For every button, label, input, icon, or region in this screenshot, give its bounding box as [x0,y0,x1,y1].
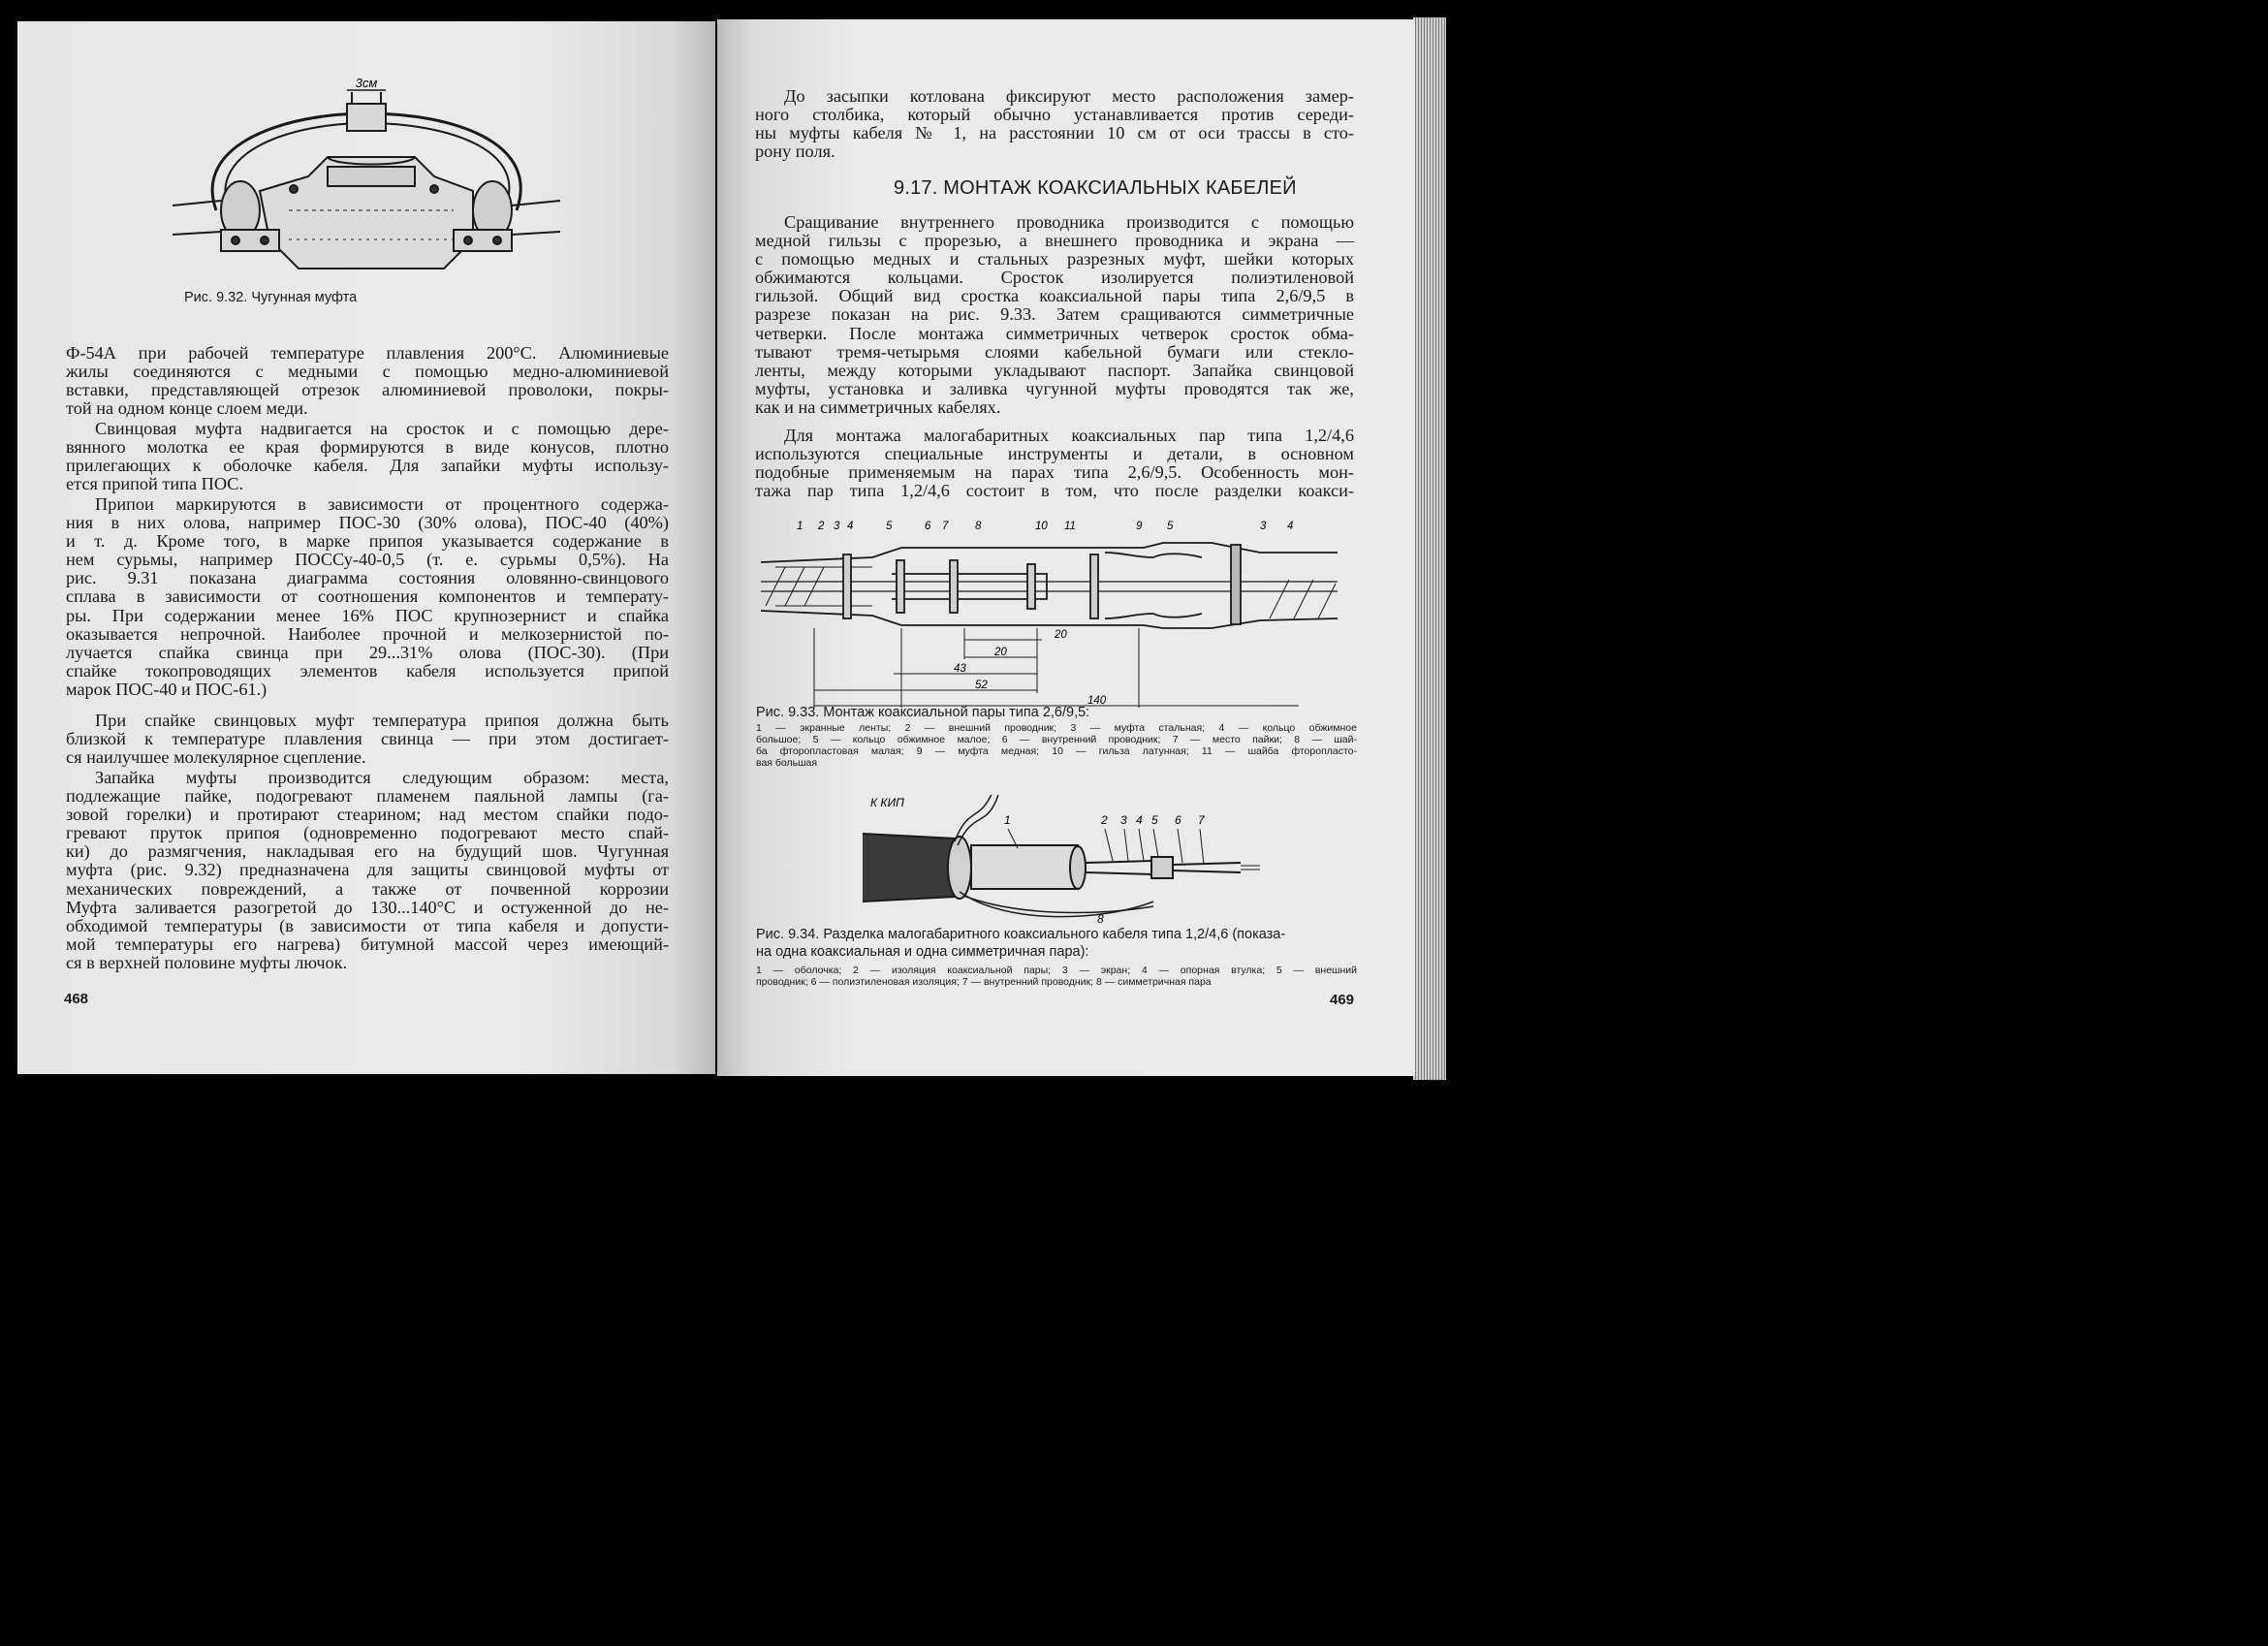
text-line: Сращивание внутреннего проводника производится с помощью [784,212,1354,232]
text-line: Запайка муфты производится следующим образом: места, [95,768,669,787]
figure-caption [756,926,1357,961]
text-line: и т. д. Кроме того, в марке припоя указывается содержание в [66,531,669,552]
text-line: оказывается непрочной. Наиболее прочной и мелкозернистой по- [66,623,669,644]
part-label-2: 2 [1101,813,1108,827]
part-label-8: 8 [1097,912,1104,926]
caption-line: на одна коаксиальная и одна симметричная пара): [756,944,1089,960]
legend-line: 1 — оболочка; 2 — изоляция коаксиальной пары; 3 — экран; 4 — опорная втулка; 5 — внешний [756,965,1357,976]
text-line: близкой к температуре плавления свинца — при этом достигает- [66,729,669,749]
text-line: сплава в зависимости от соотношения компонентов и температу- [66,586,669,607]
part-label-3: 3 [834,521,840,532]
figure-caption: Рис. 9.33. Монтаж коаксиальной пары типа 2,6/9,5: [756,705,1090,720]
dimension-43: 43 [954,663,966,675]
text-line: вянного молотка ее края формируются в виде конусов, плотно [66,437,669,458]
text-line: муфты, установка и заливка чугунной муфты проводятся так же, [755,378,1354,398]
figure-dimension-label: 3см [355,76,378,90]
text-line: как и на симметричных кабелях. [755,396,1001,417]
paragraph [66,344,669,418]
text-line: До засыпки котлована фиксируют место расположения замер- [784,86,1354,106]
legend-line: вая большая [756,757,818,769]
text-line: используются специальные инструменты и детали, в основном [755,444,1354,464]
text-line: Свинцовая муфта надвигается на сросток и с помощью дере- [95,419,669,438]
part-label-3b: 3 [1260,521,1267,532]
text-line: ны муфты кабеля № 1, на расстоянии 10 см от оси трассы в сто- [755,123,1354,143]
text-line: рону поля. [755,142,835,162]
figure-cable-cutting [863,795,1270,926]
text-line: спайке токопроводящих элементов кабеля используется припой [66,660,669,681]
page-number: 468 [64,991,89,1007]
text-line: подлежащие пайке, подогревают пламенем паяльной лампы (га- [66,786,669,807]
figure-cast-iron-sleeve [163,75,570,298]
text-line: той на одном конце слоем меди. [66,398,308,419]
part-label-6: 6 [925,521,931,532]
figure-caption: Рис. 9.32. Чугунная муфта [184,290,358,305]
label-k-kip: К КИП [870,796,904,809]
page-number: 469 [1330,992,1355,1008]
section-heading: 9.17. МОНТАЖ КОАКСИАЛЬНЫХ КАБЕЛЕЙ [894,177,1297,199]
text-line: четверки. После монтажа симметричных четверок сросток обма- [755,323,1354,343]
left-page [17,21,715,1074]
part-label-5b: 5 [1167,521,1174,532]
text-line: лучается спайка свинца при 29...31% олова (ПОС-30). (При [66,642,669,662]
text-line: Муфта заливается разогретой до 130...140°С и остуженной до не- [66,897,669,917]
part-label-5: 5 [1151,813,1158,827]
dimension-20b: 20 [994,647,1007,658]
part-label-10: 10 [1035,521,1048,532]
text-line: ры. При содержании менее 16% ПОС крупнозернист и спайка [66,605,669,625]
text-line: тажа пар типа 1,2/4,6 состоит в том, что после разделки коакси- [755,481,1354,501]
text-line: подобные применяемым на парах типа 2,6/9,5. Особенность мон- [755,462,1354,483]
paragraph [755,427,1354,500]
paragraph [755,87,1354,161]
text-line: ленты, между которыми укладывают паспорт. Запайка свинцовой [755,360,1354,380]
dimension-52: 52 [975,680,988,691]
text-line: Припои маркируются в зависимости от процентного содержа- [95,494,669,514]
text-line: обходимой температуры (в зависимости от типа кабеля и допусти- [66,915,669,935]
text-line: обжимаются кольцами. Сросток изолируется полиэтиленовой [755,268,1354,288]
legend-line: проводник; 6 — полиэтиленовая изоляция; 7 — внутренний проводник; 8 — симметричная пара [756,976,1212,988]
text-line: разрезе показан на рис. 9.33. Затем сращиваются симметричные [755,304,1354,325]
text-line: ки) до размягчения, накладывая его на будущий шов. Чугунная [66,841,669,862]
text-line: ния в них олова, например ПОС-30 (30% олова), ПОС-40 (40%) [66,513,669,533]
caption-line: Рис. 9.34. Разделка малогабаритного коаксиального кабеля типа 1,2/4,6 (показа- [756,927,1286,942]
dimension-140: 140 [1087,695,1107,707]
text-line: ся в верхней половине муфты лючок. [66,952,348,972]
figure-coaxial-assembly [756,514,1357,712]
part-label-5: 5 [886,521,893,532]
part-label-7: 7 [1198,813,1205,827]
text-line: жилы соединяются с медными с помощью медно-алюминиевой [66,362,669,382]
text-line: Для монтажа малогабаритных коаксиальных пар типа 1,2/4,6 [784,426,1354,445]
part-label-4b: 4 [1287,521,1294,532]
text-line: ного столбика, который обычно устанавливается против середи- [755,105,1354,125]
text-line: механических повреждений, а также от почвенной коррозии [66,878,669,899]
text-line: рис. 9.31 показана диаграмма состояния оловянно-свинцового [66,568,669,588]
legend-line: большое; 5 — кольцо обжимное малое; 6 — внутренний проводник; 7 — место пайки; 8 — шай- [756,734,1357,745]
text-line: с помощью медных и стальных разрезных муфт, шейки которых [755,249,1354,269]
right-page [717,19,1415,1076]
text-line: Ф-54А при рабочей температуре плавления 200°С. Алюминиевые [66,343,669,363]
paragraph [66,769,669,972]
legend-line: ба фторопластовая малая; 9 — муфта медная; 10 — гильза латунная; 11 — шайба фторопласто- [756,745,1357,757]
figure-legend [756,722,1357,769]
paragraph [66,420,669,493]
part-label-4: 4 [847,521,854,532]
text-line: вставки, представляющей отрезок алюминиевой проволоки, покры- [66,380,669,400]
text-line: ется припой типа ПОС. [66,474,244,494]
text-line: муфта (рис. 9.32) предназначена для защиты свинцовой муфты от [66,860,669,880]
legend-line: 1 — экранные ленты; 2 — внешний проводник; 3 — муфта стальная; 4 — кольцо обжимное [756,722,1357,734]
part-label-6: 6 [1175,813,1181,827]
part-label-4: 4 [1136,813,1143,827]
dimension-20a: 20 [1055,629,1067,641]
text-line: прилегающих к оболочке кабеля. Для запайки муфты использу- [66,456,669,476]
figure-legend [756,965,1357,988]
part-label-3: 3 [1120,813,1127,827]
text-line: тывают тремя-четырьмя слоями кабельной бумаги или стекло- [755,341,1354,362]
part-label-7: 7 [942,521,949,532]
text-line: зовой горелки) и протирают стеарином; над местом спайки подо- [66,805,669,825]
text-line: мой температуры его нагрева) битумной массой через имеющий- [66,934,669,954]
paragraph [66,712,669,767]
paragraph [66,495,669,699]
part-label-11: 11 [1064,521,1076,532]
part-label-1: 1 [1004,813,1011,827]
part-label-1: 1 [797,521,803,532]
paragraph [755,213,1354,417]
text-line: марок ПОС-40 и ПОС-61.) [66,679,268,699]
text-line: гревают пруток припоя (одновременно подогревают место спай- [66,823,669,843]
text-line: ся наилучшее молекулярное сцепление. [66,747,366,768]
text-line: медной гильзы с прорезью, а внешнего проводника и экрана — [755,231,1354,251]
part-label-8: 8 [975,521,982,532]
text-line: гильзой. Общий вид сростка коаксиальной пары типа 2,6/9,5 в [755,286,1354,306]
text-line: При спайке свинцовых муфт температура припоя должна быть [95,711,669,730]
part-label-9: 9 [1136,521,1143,532]
part-label-2: 2 [818,521,825,532]
page-edges [1413,17,1446,1080]
text-line: нем сурьмы, например ПОССу-40-0,5 (т. е. сурьмы 0,5%). На [66,550,669,570]
